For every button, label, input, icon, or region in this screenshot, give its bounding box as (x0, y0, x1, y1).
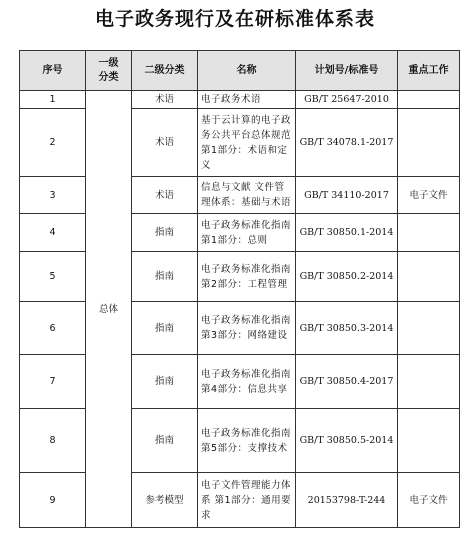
cell-seq: 5 (20, 252, 86, 302)
cell-level2: 指南 (132, 214, 198, 252)
cell-plan: GB/T 25647-2010 (296, 91, 398, 109)
cell-level2: 术语 (132, 177, 198, 214)
cell-level2: 术语 (132, 109, 198, 177)
cell-name: 信息与文献 文件管理体系：基础与术语 (198, 177, 296, 214)
cell-name: 基于云计算的电子政务公共平台总体规范 第1部分：术语和定义 (198, 109, 296, 177)
cell-seq: 4 (20, 214, 86, 252)
table-row (20, 91, 460, 109)
cell-seq: 9 (20, 473, 86, 528)
cell-plan: GB/T 30850.1-2014 (296, 214, 398, 252)
cell-focus (398, 252, 460, 302)
header-focus: 重点工作 (398, 51, 460, 91)
cell-name: 电子文件管理能力体系 第1部分：通用要求 (198, 473, 296, 528)
cell-seq: 2 (20, 109, 86, 177)
header-level1: 一级 分类 (86, 51, 132, 91)
cell-level2: 术语 (132, 91, 198, 109)
cell-level1: 总体 (86, 91, 132, 528)
cell-focus (398, 409, 460, 473)
header-plan: 计划号/标准号 (296, 51, 398, 91)
cell-name: 电子政务术语 (198, 91, 296, 109)
cell-plan: GB/T 34078.1-2017 (296, 109, 398, 177)
cell-focus (398, 302, 460, 355)
cell-level2: 指南 (132, 409, 198, 473)
cell-plan: GB/T 30850.5-2014 (296, 409, 398, 473)
cell-focus: 电子文件 (398, 177, 460, 214)
cell-level2: 指南 (132, 302, 198, 355)
cell-seq: 8 (20, 409, 86, 473)
cell-name: 电子政务标准化指南 第2部分：工程管理 (198, 252, 296, 302)
cell-level2: 指南 (132, 252, 198, 302)
cell-seq: 1 (20, 91, 86, 109)
cell-focus (398, 355, 460, 409)
cell-name: 电子政务标准化指南 第3部分：网络建设 (198, 302, 296, 355)
cell-name: 电子政务标准化指南 第4部分：信息共享 (198, 355, 296, 409)
cell-level2: 指南 (132, 355, 198, 409)
cell-name: 电子政务标准化指南 第1部分：总则 (198, 214, 296, 252)
document-title: 电子政务现行及在研标准体系表 (94, 8, 375, 30)
cell-plan: GB/T 30850.4-2017 (296, 355, 398, 409)
cell-plan: GB/T 30850.2-2014 (296, 252, 398, 302)
cell-level2: 参考模型 (132, 473, 198, 528)
cell-plan: 20153798-T-244 (296, 473, 398, 528)
cell-seq: 3 (20, 177, 86, 214)
cell-focus (398, 214, 460, 252)
cell-focus (398, 91, 460, 109)
cell-seq: 6 (20, 302, 86, 355)
cell-seq: 7 (20, 355, 86, 409)
cell-plan: GB/T 30850.3-2014 (296, 302, 398, 355)
cell-focus: 电子文件 (398, 473, 460, 528)
header-seq: 序号 (20, 51, 86, 91)
cell-plan: GB/T 34110-2017 (296, 177, 398, 214)
cell-focus (398, 109, 460, 177)
standards-table (19, 50, 460, 528)
header-level2: 二级分类 (132, 51, 198, 91)
cell-name: 电子政务标准化指南 第5部分：支撑技术 (198, 409, 296, 473)
header-row (20, 51, 460, 91)
header-name: 名称 (198, 51, 296, 91)
